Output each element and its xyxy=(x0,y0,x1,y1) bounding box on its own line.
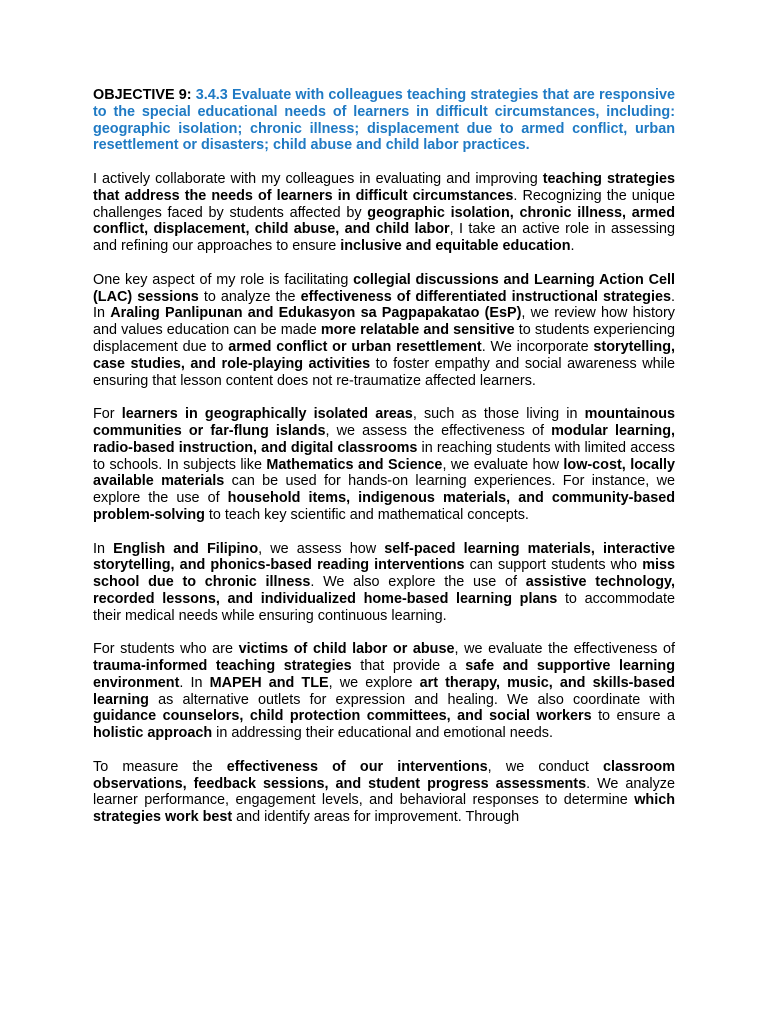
body-text: to teach key scientific and mathematical concepts. xyxy=(204,506,529,523)
body-text: in addressing their educational and emotional needs. xyxy=(212,725,553,742)
bold-text: self-paced learning materials, interactive storytelling, and phonics-based reading interventions xyxy=(93,540,675,574)
body-text: that provide a xyxy=(351,658,466,675)
body-paragraph xyxy=(93,406,675,524)
bold-text: English and Filipino xyxy=(113,540,259,557)
bold-text: effectiveness of our interventions xyxy=(226,758,488,775)
bold-text: guidance counselors, child protection committees, and social workers xyxy=(93,708,592,725)
body-text: can support students who xyxy=(464,557,643,574)
bold-text: mountainous communities or far-flung islands xyxy=(93,406,675,439)
body-text: . We incorporate xyxy=(481,338,594,355)
body-text: . In xyxy=(179,674,210,691)
body-text: to analyze the xyxy=(198,288,301,305)
bold-text: MAPEH and TLE xyxy=(209,674,329,691)
body-text: . We also explore the use of xyxy=(310,574,526,591)
bold-text: inclusive and equitable education xyxy=(340,238,571,255)
bold-text: storytelling, case studies, and role-playing activities xyxy=(93,338,675,372)
bold-text: geographic isolation, chronic illness, armed conflict, displacement, child abuse, and child labor xyxy=(93,204,675,238)
body-paragraph xyxy=(93,171,675,255)
document-page xyxy=(93,87,675,843)
objective-heading xyxy=(93,87,675,154)
body-text: . In xyxy=(93,288,675,322)
bold-text: miss school due to chronic illness xyxy=(93,557,675,591)
body-text: For students who are xyxy=(93,641,239,658)
body-text: to accommodate their medical needs while ensuring continuous learning. xyxy=(93,590,675,624)
body-text: . xyxy=(570,238,575,255)
body-text: as alternative outlets for expression and healing. We also coordinate with xyxy=(148,691,675,708)
body-text: . Recognizing the unique challenges faced by students affected by xyxy=(93,187,675,221)
bold-text: low-cost, locally available materials xyxy=(93,456,676,490)
bold-text: collegial discussions and Learning Action Cell (LAC) sessions xyxy=(93,271,675,305)
bold-text: teaching strategies that address the needs of learners in difficult circumstances xyxy=(93,170,675,204)
body-text: I actively collaborate with my colleagues in evaluating and improving xyxy=(93,170,543,187)
body-text: . We analyze learner performance, engagement levels, and behavioral responses to determine xyxy=(93,775,675,809)
bold-text: effectiveness of differentiated instructional strategies xyxy=(300,288,671,305)
bold-text: classroom observations, feedback sessions, and student progress assessments xyxy=(93,758,675,792)
body-text: , we explore xyxy=(328,674,420,691)
bold-text: holistic approach xyxy=(93,725,213,742)
body-text: , we assess how xyxy=(258,540,385,557)
objective-label: OBJECTIVE 9: xyxy=(93,87,192,103)
objective-title: 3.4.3 Evaluate with colleagues teaching strategies that are responsive to the special educational needs of learners in difficult circumstances, including: geographic isolation; chronic illness; displacement due to armed conflict, urban resettlement or disasters; child abuse and child labor practices. xyxy=(93,87,675,154)
body-text: to students experiencing displacement due to xyxy=(93,322,676,355)
bold-text: household items, indigenous materials, and community-based problem-solving xyxy=(93,490,675,523)
body-text: , such as those living in xyxy=(412,406,585,423)
body-paragraph xyxy=(93,759,675,826)
bold-text: assistive technology, recorded lessons, and individualized home-based learning plans xyxy=(93,574,675,607)
bold-text: Araling Panlipunan and Edukasyon sa Pagpapakatao (EsP) xyxy=(110,305,522,322)
body-text: , we review how history and values education can be made xyxy=(93,305,675,339)
bold-text: modular learning, radio-based instruction, and digital classrooms xyxy=(93,422,675,456)
body-paragraph xyxy=(93,641,675,742)
body-text: To measure the xyxy=(93,758,227,775)
bold-text: trauma-informed teaching strategies xyxy=(93,658,352,675)
body-text: and identify areas for improvement. Through xyxy=(232,809,520,826)
bold-text: more relatable and sensitive xyxy=(320,322,515,339)
body-text: , I take an active role in assessing and refining our approaches to ensure xyxy=(93,221,675,255)
body-text: , we conduct xyxy=(487,758,603,775)
body-paragraph xyxy=(93,541,675,625)
bold-text: victims of child labor or abuse xyxy=(238,641,455,658)
bold-text: safe and supportive learning environment xyxy=(93,658,676,691)
body-text: to ensure a xyxy=(591,708,675,725)
body-text: , we assess the effectiveness of xyxy=(325,422,552,439)
body-text: to foster empathy and social awareness while ensuring that lesson content does not re-traumatize affected learners. xyxy=(93,355,675,389)
body-text: , we evaluate how xyxy=(442,456,564,473)
body-text: One key aspect of my role is facilitating xyxy=(93,271,354,288)
body-text: , we evaluate the effectiveness of xyxy=(454,641,675,658)
bold-text: armed conflict or urban resettlement xyxy=(228,338,482,355)
bold-text: art therapy, music, and skills-based learning xyxy=(93,674,675,708)
bold-text: which strategies work best xyxy=(93,792,675,826)
body-text: can be used for hands-on learning experiences. For instance, we explore the use of xyxy=(93,473,675,507)
body-text: For xyxy=(93,406,122,423)
body-text: in reaching students with limited access to schools. In subjects like xyxy=(93,439,675,473)
body-text: In xyxy=(93,540,114,557)
bold-text: learners in geographically isolated areas xyxy=(121,406,413,423)
body-paragraph xyxy=(93,272,675,390)
bold-text: Mathematics and Science xyxy=(266,456,443,473)
